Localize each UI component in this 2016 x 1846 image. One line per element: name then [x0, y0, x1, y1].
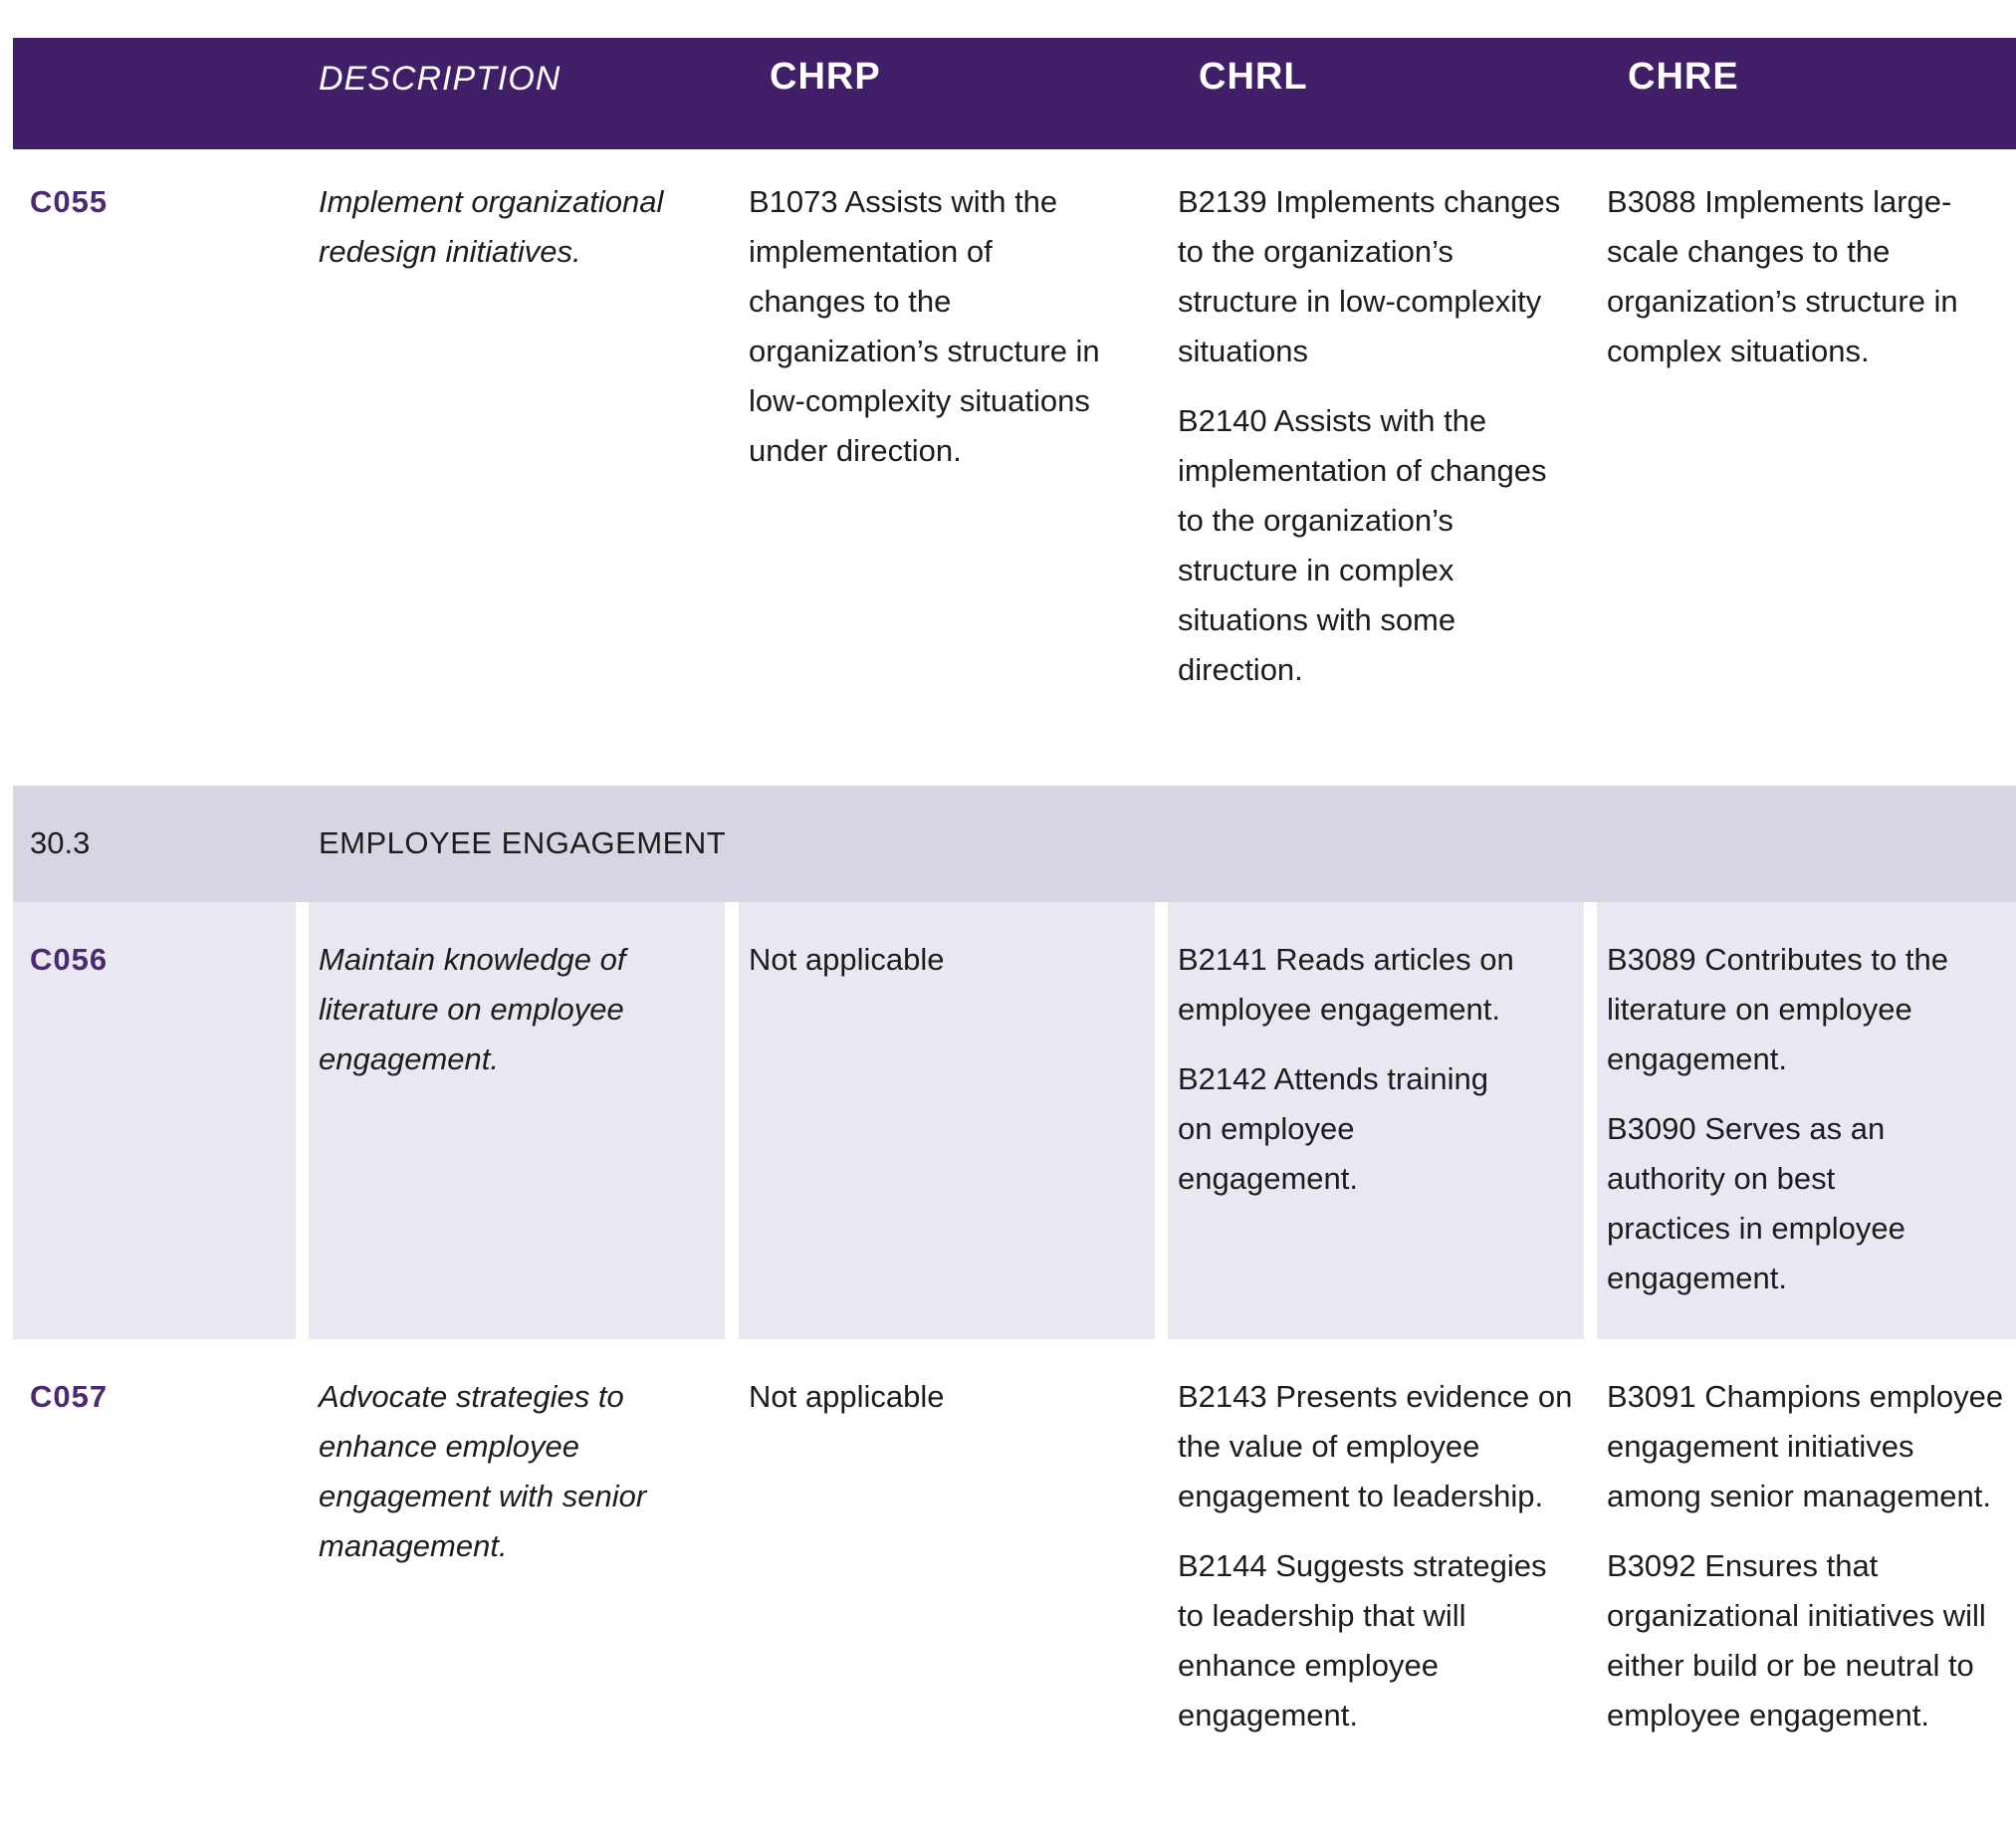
- table-row-c056: [0, 902, 2016, 1339]
- behaviour-b2141: B2141 Reads articles on employee engagement.: [1178, 942, 1514, 1027]
- section-number: 30.3: [30, 825, 91, 860]
- cell-chrl: [1168, 177, 1584, 775]
- cell-chrp: [739, 177, 1155, 775]
- chrp-text: [749, 177, 1115, 496]
- cell-chre: [1597, 902, 2016, 1339]
- table-header: [13, 38, 2016, 149]
- competency-description: Advocate strategies to enhance employee engagement with senior management.: [319, 1379, 647, 1563]
- behaviour-b2140: B2140 Assists with the implementation of changes to the organization’s structure in complex situations with some direction.: [1178, 403, 1547, 687]
- not-applicable: Not applicable: [749, 942, 945, 977]
- cell-chrl: [1168, 1339, 1584, 1846]
- header-chre: CHRE: [1628, 56, 1739, 98]
- competency-description: Implement organizational redesign initiatives.: [319, 184, 664, 269]
- not-applicable: Not applicable: [749, 1379, 945, 1414]
- competency-description: Maintain knowledge of literature on employee engagement.: [319, 942, 626, 1076]
- chre-text: [1607, 177, 2010, 396]
- behaviour-b3092: B3092 Ensures that organizational initiatives will either build or be neutral to employee engagement.: [1607, 1548, 1986, 1732]
- behaviour-b2139: B2139 Implements changes to the organization’s structure in low-complexity situations: [1178, 184, 1561, 368]
- chre-text: [1607, 935, 2010, 1323]
- table-row-c055: [0, 177, 2016, 775]
- cell-description: [309, 1339, 725, 1846]
- section-row: [13, 786, 2016, 902]
- cell-description: [309, 902, 725, 1339]
- chrl-text: [1178, 177, 1564, 715]
- chrp-text: [749, 1372, 1149, 1442]
- chre-text: [1607, 1372, 2010, 1760]
- cell-code: [13, 1339, 296, 1846]
- competency-code: C056: [30, 942, 109, 977]
- chrl-text: [1178, 1372, 1578, 1760]
- cell-chre: [1597, 177, 2016, 775]
- header-chrp: CHRP: [770, 56, 881, 98]
- header-chrl: CHRL: [1199, 56, 1308, 98]
- chrl-text: [1178, 935, 1578, 1224]
- competency-code: C057: [30, 1379, 109, 1414]
- behaviour-b3091: B3091 Champions employee engagement initiatives among senior management.: [1607, 1379, 2004, 1513]
- behaviour-b2143: B2143 Presents evidence on the value of employee engagement to leadership.: [1178, 1379, 1573, 1513]
- cell-code: [13, 902, 296, 1339]
- cell-code: [13, 177, 296, 775]
- cell-description: [309, 177, 725, 775]
- section-title: EMPLOYEE ENGAGEMENT: [319, 825, 727, 860]
- behaviour-b1073: B1073 Assists with the implementation of changes to the organization’s structure in low-complexity situations under direction.: [749, 184, 1100, 468]
- cell-chrp: [739, 1339, 1155, 1846]
- cell-chre: [1597, 1339, 2016, 1846]
- behaviour-b2144: B2144 Suggests strategies to leadership that will enhance employee engagement.: [1178, 1548, 1547, 1732]
- behaviour-b3088: B3088 Implements large-scale changes to the organization’s structure in complex situations.: [1607, 184, 1958, 368]
- behaviour-b3089: B3089 Contributes to the literature on employee engagement.: [1607, 942, 1948, 1076]
- cell-chrp: [739, 902, 1155, 1339]
- chrp-text: [749, 935, 1149, 1005]
- behaviour-b2142: B2142 Attends training on employee engagement.: [1178, 1061, 1488, 1196]
- behaviour-b3090: B3090 Serves as an authority on best practices in employee engagement.: [1607, 1111, 1905, 1295]
- header-description: DESCRIPTION: [319, 60, 561, 98]
- competency-code: C055: [30, 184, 109, 219]
- table-row-c057: [0, 1339, 2016, 1846]
- cell-chrl: [1168, 902, 1584, 1339]
